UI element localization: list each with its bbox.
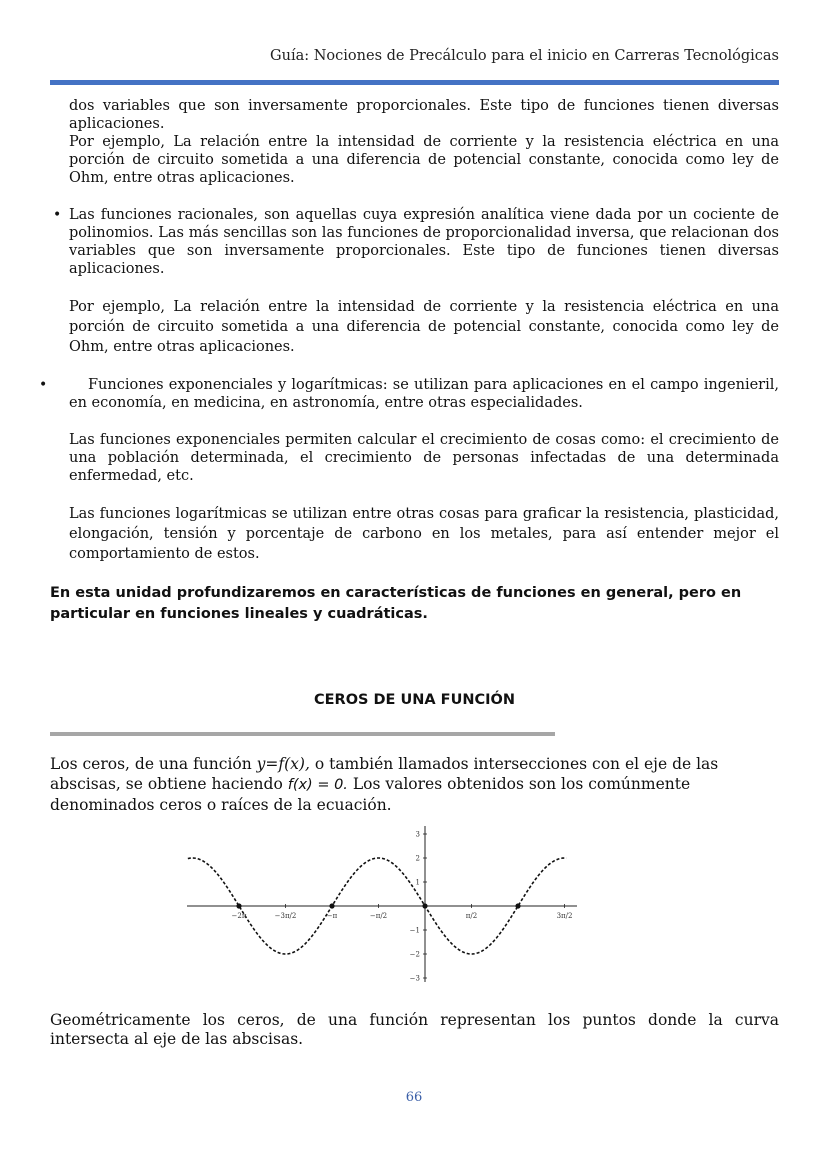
x-tick-label: −π/2: [369, 912, 388, 920]
intro-function: y=f(x),: [256, 755, 310, 773]
running-header: Guía: Nociones de Precálculo para el inicio en Carreras Tecnológicas: [270, 48, 779, 64]
paragraph-ohm-example-2: Por ejemplo, La relación entre la intensidad de corriente y la resistencia eléctrica en una porción de circuito sometida a una diferencia de potencial constante, conocida como ley de Ohm, entre otras aplicaciones.: [69, 299, 779, 355]
bullet-dot-icon: •: [39, 377, 48, 393]
page-number: 66: [405, 1090, 423, 1105]
bullet-rational-text: Las funciones racionales, son aquellas cuya expresión analítica viene dada por un cociente de polinomios. Las más sencillas son las funciones de proporcionalidad inversa, que relacionan dos variables que son inversamente proporcionales. Este tipo de funciones tienen diversas aplicaciones.: [69, 207, 779, 277]
x-tick-label: −3π/2: [274, 912, 297, 920]
paragraph-logarithmic: Las funciones logarítmicas se utilizan entre otras cosas para graficar la resistencia, plasticidad, elongación, tensión y porcentaje de carbono en los metales, para así entender mejor el comportamiento de estos.: [69, 506, 779, 562]
y-tick-label: −1: [409, 926, 420, 935]
bullet-exp-log-functions: [39, 376, 779, 412]
y-tick-label: 3: [415, 830, 420, 839]
x-tick-label: 3π/2: [556, 912, 573, 920]
intro-text-a: Los ceros, de una función: [50, 755, 257, 773]
bullet-exp-log-text: [69, 376, 779, 412]
section-title-rule: [50, 732, 555, 736]
intro-text-b: o también llamados intersecciones con el eje de las abscisas, se obtiene haciendo: [50, 755, 719, 793]
section-intro: [50, 754, 750, 815]
paragraph-unit-summary: En esta unidad profundizaremos en características de funciones en general, pero en particular en funciones lineales y cuadráticas.: [50, 585, 742, 622]
function-graph: [185, 822, 580, 987]
x-tick-label: −π: [326, 912, 338, 920]
section-title: [50, 692, 779, 708]
bullet-dot-icon: •: [53, 207, 62, 223]
paragraph-ohm-example: Por ejemplo, La relación entre la intensidad de corriente y la resistencia eléctrica en una porción de circuito sometida a una diferencia de potencial constante, conocida como ley de Ohm, entre otras aplicaciones.: [69, 134, 779, 186]
y-tick-label: −3: [409, 974, 420, 983]
bullet-exp-log-span: Funciones exponenciales y logarítmicas: se utilizan para aplicaciones en el campo ingenieril, en economía, en medicina, en astronomía, entre otras especialidades.: [69, 377, 779, 411]
intro-equation: f(x) = 0.: [287, 777, 348, 793]
section-outro: Geométricamente los ceros, de una función representan los puntos donde la curva intersecta al eje de las abscisas.: [50, 1011, 779, 1048]
y-tick-label: 1: [415, 878, 420, 887]
paragraph-continuation: dos variables que son inversamente proporcionales. Este tipo de funciones tienen diversas aplicaciones.: [69, 98, 779, 132]
y-tick-label: −2: [409, 950, 420, 959]
body-text: [39, 97, 779, 625]
intro-text-c: Los valores obtenidos son los comúnmente denominados ceros o raíces de la ecuación.: [50, 775, 691, 814]
x-tick-label: π/2: [465, 912, 478, 920]
zero-point: [329, 903, 334, 908]
y-tick-label: 2: [415, 854, 420, 863]
header-rule: [50, 80, 779, 85]
paragraph-exponential: Las funciones exponenciales permiten calcular el crecimiento de cosas como: el crecimiento de una población determinada, el crecimiento de personas infectadas de una determinada enfermedad, etc.: [69, 432, 779, 484]
bullet-rational-functions: [53, 206, 779, 278]
zero-point: [422, 903, 427, 908]
zero-point: [236, 903, 241, 908]
zero-point: [515, 903, 520, 908]
section-title-text: CEROS DE UNA FUNCIÓN: [313, 692, 515, 708]
x-tick-label: −2π: [231, 912, 247, 920]
